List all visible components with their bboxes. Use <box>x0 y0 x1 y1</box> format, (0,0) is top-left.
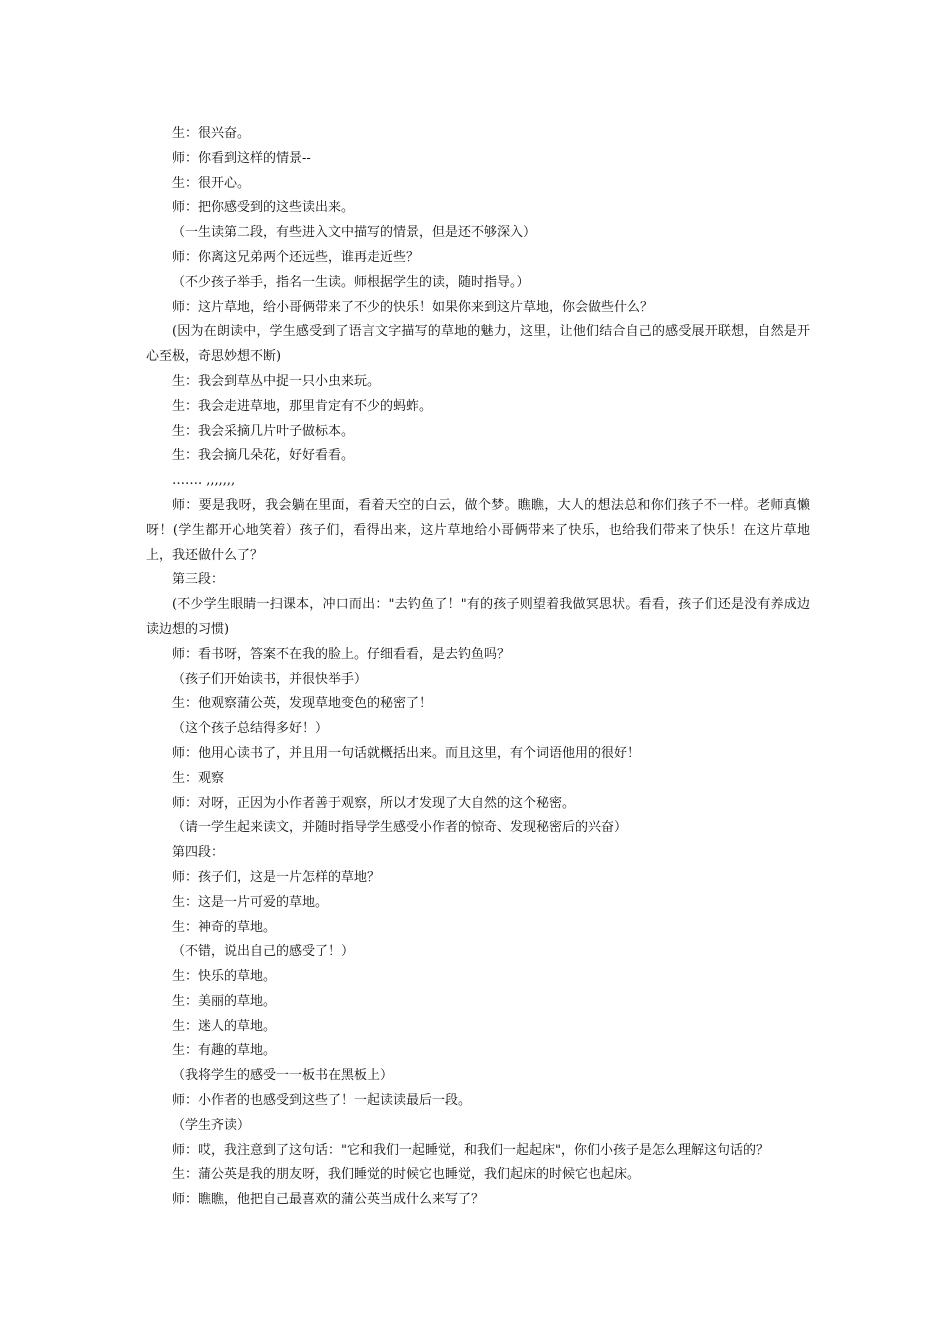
paragraph-8: 师：这片草地，给小哥俩带来了不少的快乐！如果你来到这片草地，你会做些什么？ <box>172 299 654 315</box>
document-body <box>146 122 810 1213</box>
paragraph-32: 生：美丽的草地。 <box>172 993 277 1009</box>
paragraph-13: 生：我会摘几朵花，好好看看。 <box>172 448 355 464</box>
paragraph-11: 生：我会走进草地，那里肯定有不少的蚂蚱。 <box>172 398 433 414</box>
paragraph-2: 师：你看到这样的情景-- <box>172 150 311 166</box>
paragraph-18: 师：看书呀，答案不在我的脸上。仔细看看，是去钓鱼吗？ <box>172 646 511 662</box>
paragraph-15: 师：要是我呀，我会躺在里面，看着天空的白云，做个梦。瞧瞧，大人的想法总和你们孩子不一样。老师真懒呀！(学生都开心地笑着）孩子们，看得出来，这片草地给小哥俩带来了快乐，也给我们带来了快乐！在这片草地上，我还做什么了？ <box>146 497 810 563</box>
paragraph-33: 生：迷人的草地。 <box>172 1018 277 1034</box>
paragraph-38: 师：哎，我注意到了这句话："它和我们一起睡觉，和我们一起起床"，你们小孩子是怎么理解这句话的？ <box>172 1142 769 1158</box>
paragraph-3: 生：很开心。 <box>172 175 251 191</box>
paragraph-10: 生：我会到草丛中捉一只小虫来玩。 <box>172 373 381 389</box>
paragraph-14: ……. ,,,,,,, <box>172 473 236 489</box>
paragraph-26: 第四段： <box>172 845 225 861</box>
paragraph-1: 生：很兴奋。 <box>172 126 251 141</box>
paragraph-9: (因为在朗读中，学生感受到了语言文字描写的草地的魅力，这里，让他们结合自己的感受展开联想，自然是开心至极，奇思妙想不断) <box>146 324 810 365</box>
paragraph-12: 生：我会采摘几片叶子做标本。 <box>172 423 355 439</box>
paragraph-37: （学生齐读） <box>172 1117 251 1133</box>
paragraph-19: （孩子们开始读书，并很快举手） <box>172 671 368 687</box>
paragraph-17: (不少学生眼睛一扫课本，冲口而出："去钓鱼了！"有的孩子则望着我做冥思状。看看，孩子们还是没有养成边读边想的习惯) <box>146 597 810 637</box>
paragraph-25: （请一学生起来读文，并随时指导学生感受小作者的惊奇、发现秘密后的兴奋） <box>172 820 628 836</box>
paragraph-30: （不错，说出自己的感受了！） <box>172 944 355 960</box>
paragraph-29: 生：神奇的草地。 <box>172 919 277 935</box>
paragraph-22: 师：他用心读书了，并且用一句话就概括出来。而且这里，有个词语他用的很好！ <box>172 745 641 761</box>
paragraph-39: 生：蒲公英是我的朋友呀，我们睡觉的时候它也睡觉，我们起床的时候它也起床。 <box>172 1167 641 1183</box>
paragraph-20: 生：他观察蒲公英，发现草地变色的秘密了！ <box>172 696 433 712</box>
paragraph-21: （这个孩子总结得多好！） <box>172 721 329 737</box>
paragraph-6: 师：你离这兄弟两个还远些，谁再走近些？ <box>172 249 420 265</box>
paragraph-24: 师：对呀，正因为小作者善于观察，所以才发现了大自然的这个秘密。 <box>172 795 576 811</box>
paragraph-7: （不少孩子举手，指名一生读。师根据学生的读，随时指导。） <box>172 274 530 290</box>
paragraph-36: 师：小作者的也感受到这些了！一起读读最后一段。 <box>172 1093 472 1109</box>
paragraph-27: 师：孩子们，这是一片怎样的草地？ <box>172 869 381 885</box>
paragraph-34: 生：有趣的草地。 <box>172 1043 277 1059</box>
paragraph-40: 师：瞧瞧，他把自己最喜欢的蒲公英当成什么来写了？ <box>172 1192 485 1208</box>
paragraph-28: 生：这是一片可爱的草地。 <box>172 894 329 910</box>
paragraph-4: 师：把你感受到的这些读出来。 <box>172 200 355 216</box>
paragraph-16: 第三段： <box>172 572 225 588</box>
paragraph-23: 生：观察 <box>172 770 225 786</box>
paragraph-5: （一生读第二段，有些进入文中描写的情景，但是还不够深入） <box>172 225 537 241</box>
paragraph-31: 生：快乐的草地。 <box>172 969 277 985</box>
paragraph-35: （我将学生的感受一一板书在黑板上） <box>172 1068 394 1084</box>
